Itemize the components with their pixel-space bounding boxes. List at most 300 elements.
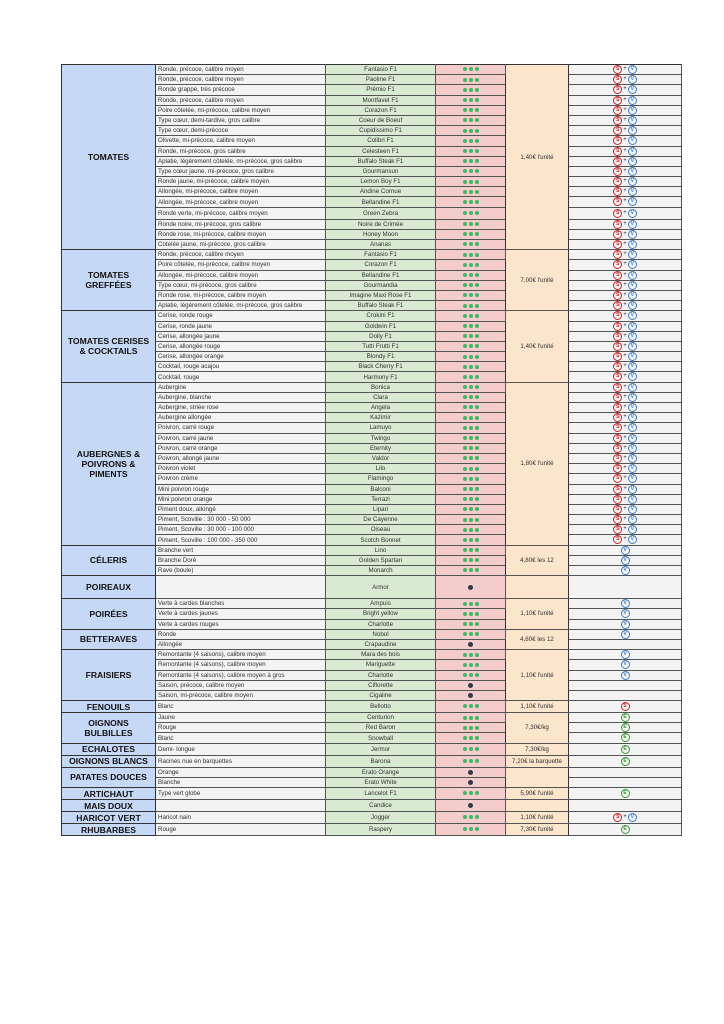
variety-cell: Bright yellow [326,609,436,619]
description-cell: Type cœur, demi-tardive, gros calibre [156,115,326,125]
category-cell: FENOUILS [62,701,156,713]
s-badge-icon: S [613,434,622,443]
v-badge-icon: V [621,556,630,565]
label-cell [569,311,682,321]
availability-cell [436,525,506,535]
s-badge-icon: S [613,260,622,269]
availability-cell [436,453,506,463]
s-badge-icon: S [613,106,622,115]
s-badge-icon: S [613,136,622,145]
category-cell: ECHALOTES [62,743,156,755]
green-dot-icon [463,518,467,522]
label-cell [569,639,682,649]
v-badge-icon: V [628,291,637,300]
green-dot-icon [475,314,479,318]
green-dot-icon [469,426,473,430]
green-dot-icon [469,190,473,194]
availability-cell [436,743,506,755]
availability-cell [436,95,506,105]
green-dot-icon [475,528,479,532]
label-cell [569,733,682,743]
variety-cell: Clara [326,392,436,402]
plus-sign: + [623,251,627,258]
green-dot-icon [475,477,479,481]
green-dot-icon [469,263,473,267]
green-dot-icon [475,159,479,163]
label-cell [569,156,682,166]
description-cell: Cerise, allongée jaune [156,331,326,341]
availability-cell [436,331,506,341]
green-dot-icon [469,242,473,246]
green-dot-icon [469,139,473,143]
green-dot-icon [475,497,479,501]
v-badge-icon: V [628,250,637,259]
green-dot-icon [475,518,479,522]
variety-cell: Erato Orange [326,767,436,777]
green-dot-icon [463,200,467,204]
plus-sign: + [623,312,627,319]
category-cell: MAIS DOUX [62,800,156,812]
s-badge-icon: S [613,352,622,361]
black-dot-icon [468,770,473,775]
green-dot-icon [463,446,467,450]
description-cell: Piment doux, allongé [156,504,326,514]
availability-cell [436,280,506,290]
variety-cell: Nobol [326,629,436,639]
green-dot-icon [463,67,467,71]
variety-cell: Honey Moon [326,229,436,239]
availability-cell [436,352,506,362]
green-dot-icon [463,416,467,420]
green-dot-icon [463,497,467,501]
label-cell [569,535,682,545]
green-dot-icon [475,416,479,420]
availability-cell [436,240,506,250]
variety-cell: Gourmandia [326,280,436,290]
v-badge-icon: V [621,630,630,639]
price-cell: 1,10€ l'unité [506,599,569,630]
availability-cell [436,576,506,599]
plus-sign: + [623,444,627,451]
label-cell [569,812,682,824]
variety-cell: Crokini F1 [326,311,436,321]
plus-sign: + [623,505,627,512]
variety-cell: Scotch Bonnet [326,535,436,545]
variety-cell: Noire de Crimée [326,219,436,229]
label-cell [569,599,682,609]
v-badge-icon: V [628,147,637,156]
green-dot-icon [475,190,479,194]
table-row [62,788,682,800]
green-dot-icon [463,159,467,163]
variety-cell: Green Zebra [326,207,436,219]
label-cell [569,433,682,443]
green-dot-icon [463,726,467,730]
green-dot-icon [463,129,467,133]
green-dot-icon [469,293,473,297]
variety-cell: Lino [326,545,436,555]
label-cell [569,650,682,660]
v-badge-icon: V [628,85,637,94]
price-cell: 4,80€ les 12 [506,629,569,649]
plus-sign: + [623,383,627,390]
variety-cell: Ciflorette [326,680,436,690]
green-dot-icon [463,663,467,667]
green-dot-icon [475,568,479,572]
variety-cell: Colibri F1 [326,136,436,146]
green-dot-icon [463,736,467,740]
availability-cell [436,800,506,812]
label-cell [569,484,682,494]
green-dot-icon [463,528,467,532]
green-dot-icon [475,827,479,831]
green-dot-icon [475,602,479,606]
green-dot-icon [469,355,473,359]
variety-cell: Buffalo Steak F1 [326,156,436,166]
category-cell: ARTICHAUT [62,788,156,800]
table-row [62,812,682,824]
green-dot-icon [475,385,479,389]
description-cell: Aplatie, légèrement côtelée, mi-précoce, gros calibre [156,301,326,311]
availability-cell [436,321,506,331]
v-badge-icon: V [621,660,630,669]
green-dot-icon [475,791,479,795]
green-dot-icon [463,653,467,657]
description-cell: Cocktail, rouge [156,372,326,382]
variety-cell: Bonica [326,382,436,392]
variety-cell: Andine Cornue [326,187,436,197]
label-cell [569,701,682,713]
green-dot-icon [475,653,479,657]
s-badge-icon: S [613,75,622,84]
v-badge-icon: V [628,322,637,331]
plus-sign: + [623,291,627,298]
label-cell [569,85,682,95]
variety-cell: Crapaudine [326,639,436,649]
green-dot-icon [463,704,467,708]
variety-cell: Blondy F1 [326,352,436,362]
label-cell [569,65,682,75]
green-dot-icon [469,67,473,71]
variety-cell: Fantasio F1 [326,250,436,260]
green-dot-icon [469,467,473,471]
v-badge-icon: V [628,281,637,290]
plus-sign: + [623,198,627,205]
availability-cell [436,629,506,639]
label-cell [569,301,682,311]
green-dot-icon [463,747,467,751]
green-dot-icon [463,759,467,763]
v-badge-icon: V [628,525,637,534]
v-badge-icon: V [628,96,637,105]
variety-cell: Flamingo [326,474,436,484]
label-cell [569,576,682,599]
plus-sign: + [623,393,627,400]
green-dot-icon [463,395,467,399]
table-row [62,650,682,660]
s-badge-icon: S [613,813,622,822]
description-cell: Ronde, précoce, calibre moyen [156,65,326,75]
description-cell: Poivron violet [156,464,326,474]
variety-cell: Lilo [326,464,436,474]
green-dot-icon [475,663,479,667]
green-dot-icon [469,548,473,552]
variety-cell: Lancelot F1 [326,788,436,800]
v-badge-icon: V [628,65,637,74]
label-cell [569,136,682,146]
description-cell: Racines nue en barquettes [156,755,326,767]
green-dot-icon [463,602,467,606]
availability-cell [436,270,506,280]
green-dot-icon [469,791,473,795]
green-dot-icon [463,263,467,267]
availability-cell [436,777,506,787]
availability-cell [436,535,506,545]
description-cell: Ronde verte, mi-précoce, calibre moyen [156,207,326,219]
description-cell: Aubergine allongée [156,413,326,423]
green-dot-icon [469,118,473,122]
s-badge-icon: S [613,332,622,341]
v-badge-icon: V [628,220,637,229]
plus-sign: + [623,86,627,93]
availability-cell [436,413,506,423]
green-dot-icon [469,304,473,308]
green-dot-icon [475,632,479,636]
s-badge-icon: S [613,515,622,524]
green-dot-icon [469,673,473,677]
green-dot-icon [475,375,479,379]
category-cell: TOMATES GREFFÉES [62,250,156,311]
v-badge-icon: V [628,311,637,320]
v-badge-icon: V [628,423,637,432]
green-dot-icon [475,108,479,112]
table-row [62,599,682,609]
s-badge-icon: S [613,444,622,453]
plus-sign: + [623,261,627,268]
green-dot-icon [463,477,467,481]
plus-sign: + [623,167,627,174]
availability-cell [436,187,506,197]
green-dot-icon [475,736,479,740]
v-badge-icon: V [628,393,637,402]
v-badge-icon: V [628,383,637,392]
green-dot-icon [475,538,479,542]
plus-sign: + [623,66,627,73]
green-dot-icon [463,405,467,409]
v-badge-icon: V [628,157,637,166]
green-dot-icon [469,477,473,481]
v-badge-icon: V [628,515,637,524]
s-badge-icon: S [613,157,622,166]
s-badge-icon: S [613,495,622,504]
description-cell: Poivron, carré jaune [156,433,326,443]
green-dot-icon [475,558,479,562]
label-cell [569,767,682,777]
variety-cell: Barona [326,755,436,767]
plus-sign: + [623,495,627,502]
green-dot-icon [475,612,479,616]
variety-cell: Black Cherry F1 [326,362,436,372]
s-badge-icon: S [613,505,622,514]
description-cell: Aplatie, légèrement côtelée, mi-précoce, gros calibre [156,156,326,166]
green-dot-icon [463,242,467,246]
label-cell [569,660,682,670]
v-badge-icon: V [628,342,637,351]
v-badge-icon: V [621,599,630,608]
label-cell [569,619,682,629]
label-cell [569,146,682,156]
label-cell [569,743,682,755]
v-badge-icon: V [628,332,637,341]
description-cell: Cerise, allongée rouge [156,341,326,351]
label-cell [569,403,682,413]
description-cell: Poivron, allongé jaune [156,453,326,463]
green-dot-icon [475,704,479,708]
label-cell [569,166,682,176]
green-dot-icon [475,242,479,246]
green-dot-icon [463,118,467,122]
green-dot-icon [463,622,467,626]
green-dot-icon [469,314,473,318]
e-badge-icon: E [621,825,630,834]
green-dot-icon [463,791,467,795]
green-dot-icon [475,436,479,440]
green-dot-icon [469,736,473,740]
variety-cell: Kazimir [326,413,436,423]
table-row [62,713,682,723]
label-cell [569,453,682,463]
green-dot-icon [475,726,479,730]
table-row [62,576,682,599]
green-dot-icon [469,159,473,163]
s-badge-icon: S [613,301,622,310]
green-dot-icon [475,67,479,71]
green-dot-icon [469,716,473,720]
description-cell: Poire côtelée, mi-précoce, calibre moyen [156,105,326,115]
v-badge-icon: V [628,209,637,218]
s-badge-icon: S [613,209,622,218]
availability-cell [436,197,506,207]
variety-cell: Centurion [326,713,436,723]
s-badge-icon: S [613,322,622,331]
availability-cell [436,290,506,300]
description-cell: Allongée, mi-précoce, calibre moyen [156,187,326,197]
plus-sign: + [623,322,627,329]
variety-cell: Lamuyo [326,423,436,433]
label-cell [569,690,682,700]
label-cell [569,629,682,639]
description-cell: Aubergine, striée rose [156,403,326,413]
variety-cell: Imagine Maxi Rose F1 [326,290,436,300]
availability-cell [436,690,506,700]
green-dot-icon [469,273,473,277]
green-dot-icon [475,78,479,82]
category-cell: POIREAUX [62,576,156,599]
price-cell: 1,10€ l'unité [506,701,569,713]
s-badge-icon: S [613,311,622,320]
availability-cell [436,85,506,95]
availability-cell [436,515,506,525]
description-cell: Poire côtelée, mi-précoce, calibre moyen [156,260,326,270]
green-dot-icon [463,222,467,226]
label-cell [569,788,682,800]
green-dot-icon [469,827,473,831]
green-dot-icon [463,293,467,297]
description-cell: Jaune [156,713,326,723]
description-cell [156,576,326,599]
v-badge-icon: V [621,650,630,659]
v-badge-icon: V [628,403,637,412]
green-dot-icon [475,139,479,143]
green-dot-icon [475,293,479,297]
green-dot-icon [463,632,467,636]
green-dot-icon [475,673,479,677]
label-cell [569,352,682,362]
s-badge-icon: S [613,240,622,249]
variety-cell: Red Baron [326,723,436,733]
availability-cell [436,166,506,176]
v-badge-icon: V [628,454,637,463]
green-dot-icon [463,108,467,112]
availability-cell [436,767,506,777]
green-dot-icon [469,98,473,102]
description-cell: Ronde jaune, mi-précoce, calibre moyen [156,177,326,187]
availability-cell [436,474,506,484]
plus-sign: + [623,302,627,309]
green-dot-icon [463,548,467,552]
description-cell: Allongée [156,639,326,649]
availability-cell [436,733,506,743]
green-dot-icon [463,375,467,379]
description-cell: Orange [156,767,326,777]
availability-cell [436,670,506,680]
green-dot-icon [475,283,479,287]
plus-sign: + [623,220,627,227]
green-dot-icon [475,446,479,450]
category-cell: POIRÉES [62,599,156,630]
table-row [62,629,682,639]
green-dot-icon [469,416,473,420]
variety-cell: Armor [326,576,436,599]
green-dot-icon [469,211,473,215]
green-dot-icon [469,253,473,257]
description-cell: Rouge [156,824,326,836]
availability-cell [436,619,506,629]
description-cell: Type cœur jaune, mi-précoce, gros calibre [156,166,326,176]
availability-cell [436,136,506,146]
v-badge-icon: V [628,260,637,269]
description-cell: Cerise, allongée orange [156,352,326,362]
availability-cell [436,146,506,156]
price-cell: 7,30€/kg [506,713,569,744]
s-badge-icon: S [613,413,622,422]
green-dot-icon [469,149,473,153]
green-dot-icon [469,518,473,522]
plus-sign: + [623,363,627,370]
green-dot-icon [475,344,479,348]
label-cell [569,321,682,331]
green-dot-icon [463,334,467,338]
variety-cell: Erato White [326,777,436,787]
green-dot-icon [475,273,479,277]
green-dot-icon [469,487,473,491]
variety-cell: Charlotte [326,670,436,680]
v-badge-icon: V [628,106,637,115]
v-badge-icon: V [628,230,637,239]
green-dot-icon [463,273,467,277]
variety-cell: Golden Spartan [326,555,436,565]
description-cell [156,800,326,812]
